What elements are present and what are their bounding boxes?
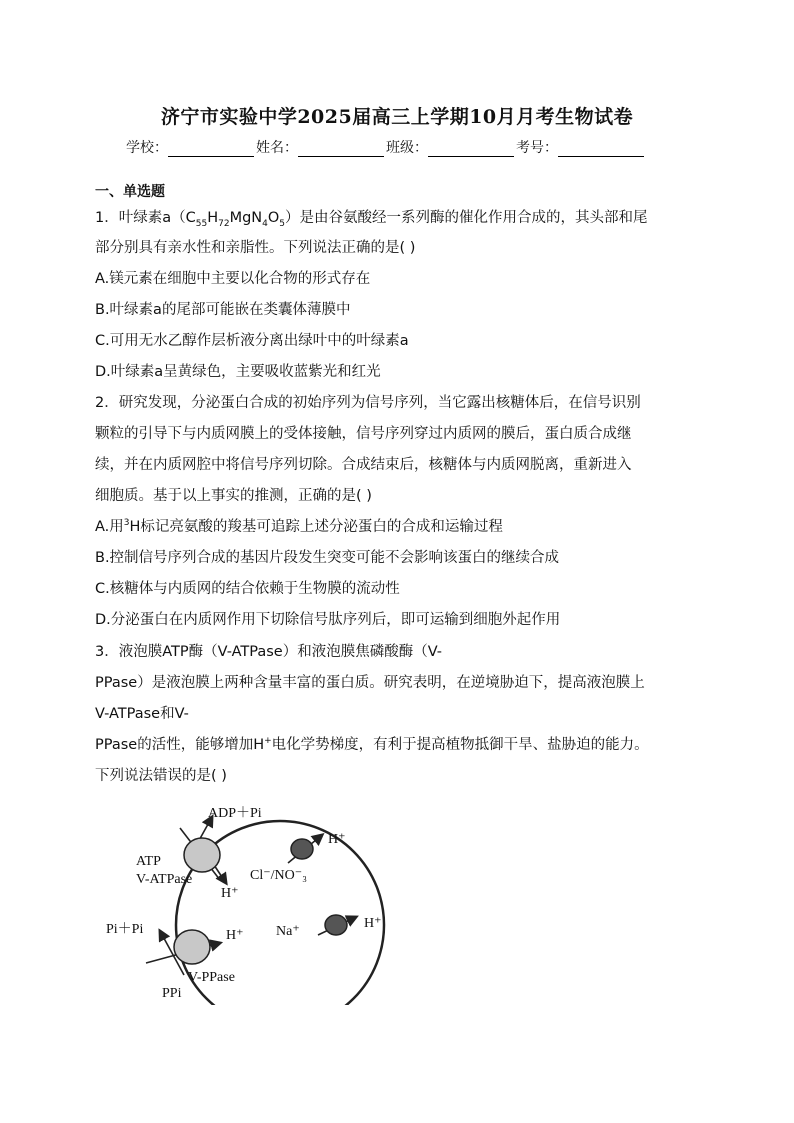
q1-option-c[interactable]: C.可用无水乙醇作层析液分离出绿叶中的叶绿素a	[95, 333, 409, 349]
q1-text: 1．叶绿素a（C	[95, 210, 196, 226]
q2-option-a-text: A.用	[95, 519, 124, 535]
q1-option-a[interactable]: A.镁元素在细胞中主要以化合物的形式存在	[95, 271, 371, 287]
q1-option-d[interactable]: D.叶绿素a呈黄绿色，主要吸收蓝紫光和红光	[95, 364, 381, 380]
formula-sub: 5	[279, 218, 286, 229]
v-ppase-protein	[174, 930, 210, 964]
q2-option-d[interactable]: D.分泌蛋白在内质网作用下切除信号肽序列后，即可运输到细胞外起作用	[95, 612, 561, 628]
q1-text: ）是由谷氨酸经一系列酶的催化作用合成的，其头部和尾	[285, 210, 648, 226]
name-label: 姓名：	[256, 140, 298, 156]
q2-option-a-text: H标记亮氨酸的羧基可追踪上述分泌蛋白的合成和运输过程	[129, 519, 503, 535]
v-atpase-label: V-ATPase	[136, 872, 193, 887]
formula-text: O	[267, 210, 280, 226]
cl-no3-label: Cl⁻/NO⁻₃	[250, 868, 307, 883]
school-field[interactable]	[168, 142, 254, 157]
adp-pi-label: ADP＋Pi	[208, 806, 262, 821]
q2-option-c[interactable]: C.核糖体与内质网的结合依赖于生物膜的流动性	[95, 581, 400, 597]
q1-stem-line-1	[95, 206, 648, 229]
q3-stem-line-1: 3．液泡膜ATP酶（V-ATPase）和液泡膜焦磷酸酶（V-	[95, 644, 443, 660]
q2-stem-line-4: 细胞质。基于以上事实的推测，正确的是( )	[95, 488, 372, 504]
q1-stem-line-2: 部分别具有亲水性和亲脂性。下列说法正确的是( )	[95, 240, 416, 256]
q2-option-b[interactable]: B.控制信号序列合成的基因片段发生突变可能不会影响该蛋白的继续合成	[95, 550, 560, 566]
vacuole-membrane-diagram	[100, 795, 400, 1005]
formula-sub: 55	[195, 218, 208, 229]
v-ppase-h-label: H⁺	[226, 928, 244, 943]
number-field[interactable]	[558, 142, 644, 157]
na-transporter	[325, 915, 347, 935]
formula-text: MgN	[229, 210, 263, 226]
q2-option-a[interactable]	[95, 515, 503, 536]
atp-label: ATP	[136, 854, 161, 869]
formula-text: H	[207, 210, 219, 226]
class-field[interactable]	[428, 142, 514, 157]
q3-stem-line-2: PPase）是液泡膜上两种含量丰富的蛋白质。研究表明，在逆境胁迫下，提高液泡膜上	[95, 675, 645, 691]
q3-stem-line-4	[95, 733, 649, 754]
q3-text: 电化学势梯度，有利于提高植物抵御干旱、盐胁迫的能力。	[271, 737, 649, 753]
na-h-label: H⁺	[364, 916, 382, 931]
school-label: 学校：	[126, 140, 168, 156]
number-label: 考号：	[516, 140, 558, 156]
q2-stem-line-2: 颗粒的引导下与内质网膜上的受体接触，信号序列穿过内质网的膜后，蛋白质合成继	[95, 426, 632, 442]
formula-sub: 4	[262, 218, 268, 229]
section-title: 一、单选题	[95, 184, 165, 200]
name-field[interactable]	[298, 142, 384, 157]
isotope-sup: 3	[123, 518, 130, 529]
cl-transporter	[291, 839, 313, 859]
student-info-line	[126, 137, 646, 157]
q3-stem-line-5: 下列说法错误的是( )	[95, 768, 227, 784]
na-label: Na⁺	[276, 924, 300, 939]
q3-text: PPase的活性，能够增加H	[95, 737, 265, 753]
q2-stem-line-1: 2．研究发现，分泌蛋白合成的初始序列为信号序列，当它露出核糖体后，在信号识别	[95, 395, 641, 411]
q3-stem-line-3: V-ATPase和V-	[95, 706, 189, 722]
ion-sup: +	[264, 736, 272, 747]
q2-stem-line-3: 续，并在内质网腔中将信号序列切除。合成结束后，核糖体与内质网脱离，重新进入	[95, 457, 632, 473]
class-label: 班级：	[386, 140, 428, 156]
pi-pi-label: Pi＋Pi	[106, 922, 144, 937]
v-atpase-protein	[184, 838, 220, 872]
v-ppase-label: V-PPase	[188, 970, 235, 985]
formula-sub: 72	[218, 218, 230, 229]
q1-option-b[interactable]: B.叶绿素a的尾部可能嵌在类囊体薄膜中	[95, 302, 351, 318]
ppi-label: PPi	[162, 986, 182, 1001]
cl-h-label: H⁺	[328, 832, 346, 847]
exam-title: 济宁市实验中学2025届高三上学期10月月考生物试卷	[160, 106, 634, 128]
v-atpase-h-label: H⁺	[221, 886, 239, 901]
